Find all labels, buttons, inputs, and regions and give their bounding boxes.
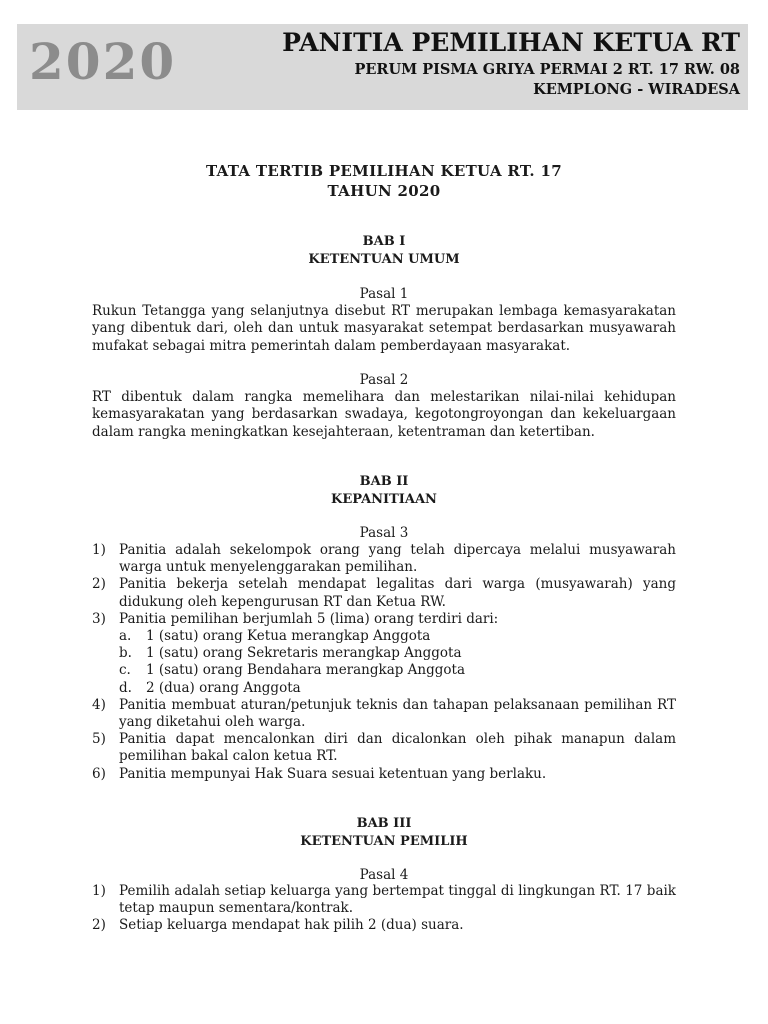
letterhead-year: 2020 <box>29 32 177 91</box>
pasal1-text: Rukun Tetangga yang selanjutnya disebut RT merupakan lembaga kemasyarakatan yang dibentuk dari, oleh dan untuk masyarakat setempat berdasarkan musyawarah mufakat sebagai mitra pemerintah dalam pemberdayaan masyarakat. <box>92 303 676 354</box>
letterhead-location: KEMPLONG - WIRADESA <box>533 81 740 98</box>
letterhead-address: PERUM PISMA GRIYA PERMAI 2 RT. 17 RW. 08 <box>354 61 740 78</box>
list-item: 2) Panitia bekerja setelah mendapat legalitas dari warga (musyawarah) yang didukung oleh kepengurusan RT dan Ketua RW. <box>92 576 676 610</box>
pasal3-list <box>92 542 676 783</box>
list-item: 3) Panitia pemilihan berjumlah 5 (lima) orang terdiri dari: <box>92 610 499 627</box>
document-year: TAHUN 2020 <box>327 182 441 200</box>
list-item: 5) Panitia dapat mencalonkan diri dan dicalonkan oleh pihak manapun dalam pemilihan bakal calon ketua RT. <box>92 731 676 765</box>
list-item: 2) Setiap keluarga mendapat hak pilih 2 (dua) suara. <box>92 917 464 934</box>
bab1-subheading: KETENTUAN UMUM <box>308 252 460 267</box>
pasal3-label: Pasal 3 <box>359 525 409 541</box>
pasal4-list <box>92 883 676 935</box>
pasal4-label: Pasal 4 <box>359 867 409 883</box>
list-item: 4) Panitia membuat aturan/petunjuk teknis dan tahapan pelaksanaan pemilihan RT yang diketahui oleh warga. <box>92 696 676 731</box>
letterhead-title: PANITIA PEMILIHAN KETUA RT <box>282 28 740 57</box>
document-title: TATA TERTIB PEMILIHAN KETUA RT. 17 <box>206 162 562 180</box>
bab2-subheading: KEPANITIAAN <box>331 492 437 507</box>
sub-list-item: b. 1 (satu) orang Sekretaris merangkap Anggota <box>119 645 462 662</box>
sub-list-item: a. 1 (satu) orang Ketua merangkap Anggota <box>119 628 431 645</box>
pasal2-label: Pasal 2 <box>359 372 409 388</box>
list-item: 1) Pemilih adalah setiap keluarga yang bertempat tinggal di lingkungan RT. 17 baik tetap maupun sementara/kontrak. <box>92 883 676 917</box>
bab3-subheading: KETENTUAN PEMILIH <box>300 834 468 849</box>
letterhead <box>17 24 748 110</box>
sub-list-item: d. 2 (dua) orang Anggota <box>119 679 301 696</box>
sub-list-item: c. 1 (satu) orang Bendahara merangkap Anggota <box>119 662 466 679</box>
bab2-heading: BAB II <box>359 474 409 489</box>
pasal2-text: RT dibentuk dalam rangka memelihara dan melestarikan nilai-nilai kehidupan kemasyarakatan yang berdasarkan swadaya, kegotongroyongan dan kekeluargaan dalam rangka meningkatkan kesejahteraan, ketentraman dan ketertiban. <box>92 389 676 440</box>
pasal1-label: Pasal 1 <box>359 286 409 302</box>
list-item: 1) Panitia adalah sekelompok orang yang telah dipercaya melalui musyawarah warga untuk menyelenggarakan pemilihan. <box>92 542 676 576</box>
bab3-heading: BAB III <box>356 816 412 831</box>
list-item: 6) Panitia mempunyai Hak Suara sesuai ketentuan yang berlaku. <box>92 765 547 782</box>
bab1-heading: BAB I <box>362 234 406 249</box>
